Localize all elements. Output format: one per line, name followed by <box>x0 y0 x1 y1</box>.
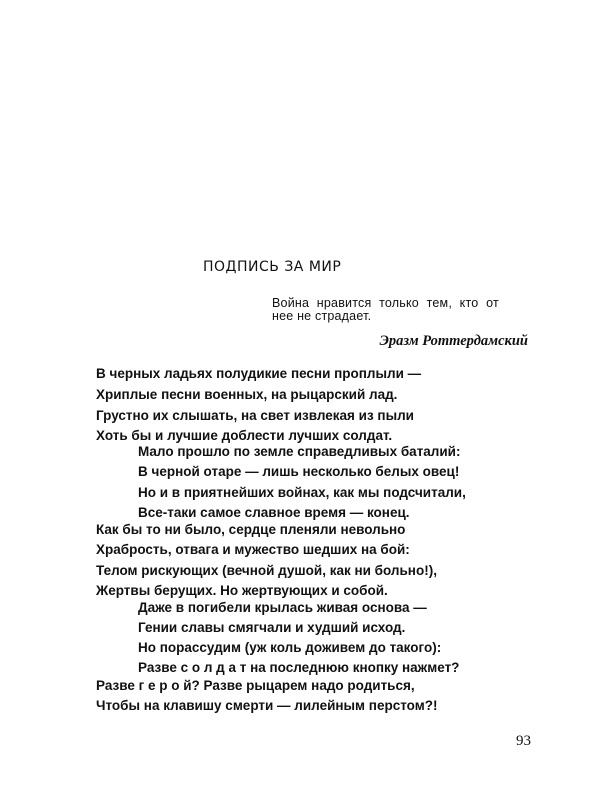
poem-line: Разве с о л д а т на последнюю кнопку нажмет? <box>138 660 460 675</box>
poem-line: Хоть бы и лучшие доблести лучших солдат. <box>96 428 393 443</box>
epigraph-line-2: нее не страдает. <box>272 309 372 323</box>
poem-line: Но и в приятнейших войнах, как мы подсчитали, <box>138 485 466 500</box>
epigraph-author: Эразм Роттердамский <box>379 333 528 349</box>
poem-line: Храбрость, отвага и мужество шедших на бой: <box>96 542 410 557</box>
epigraph-line-1: Война нравится только тем, кто от <box>272 296 499 310</box>
page-number: 93 <box>516 733 531 749</box>
poem-title: ПОДПИСЬ ЗА МИР <box>203 259 342 275</box>
poem-line: Жертвы берущих. Но жертвующих и собой. <box>96 583 388 598</box>
poem-line: Грустно их слышать, на свет извлекая из пыли <box>96 408 414 423</box>
poem-line: Хриплые песни военных, на рыцарский лад. <box>96 387 398 402</box>
poem-line: Телом рискующих (вечной душой, как ни больно!), <box>96 563 437 578</box>
poem-line: Все-таки самое славное время — конец. <box>138 505 410 520</box>
poem-line: Даже в погибели крылась живая основа — <box>138 600 427 615</box>
poem-line: Но порассудим (уж коль доживем до такого): <box>138 640 442 655</box>
epigraph <box>272 297 534 323</box>
poem-line: Как бы то ни было, сердце пленяли невольно <box>96 522 406 537</box>
poem-line: Чтобы на клавишу смерти — лилейным перстом?! <box>96 698 438 713</box>
poem-line: Мало прошло по земле справедливых баталий: <box>138 444 461 459</box>
poem-line: В черных ладьях полудикие песни проплыли — <box>96 366 422 381</box>
poem-line: В черной отаре — лишь несколько белых овец! <box>138 464 460 479</box>
poem-line: Разве г е р о й? Разве рыцарем надо родиться, <box>96 678 415 693</box>
poem-line: Гении славы смягчали и худший исход. <box>138 620 406 635</box>
